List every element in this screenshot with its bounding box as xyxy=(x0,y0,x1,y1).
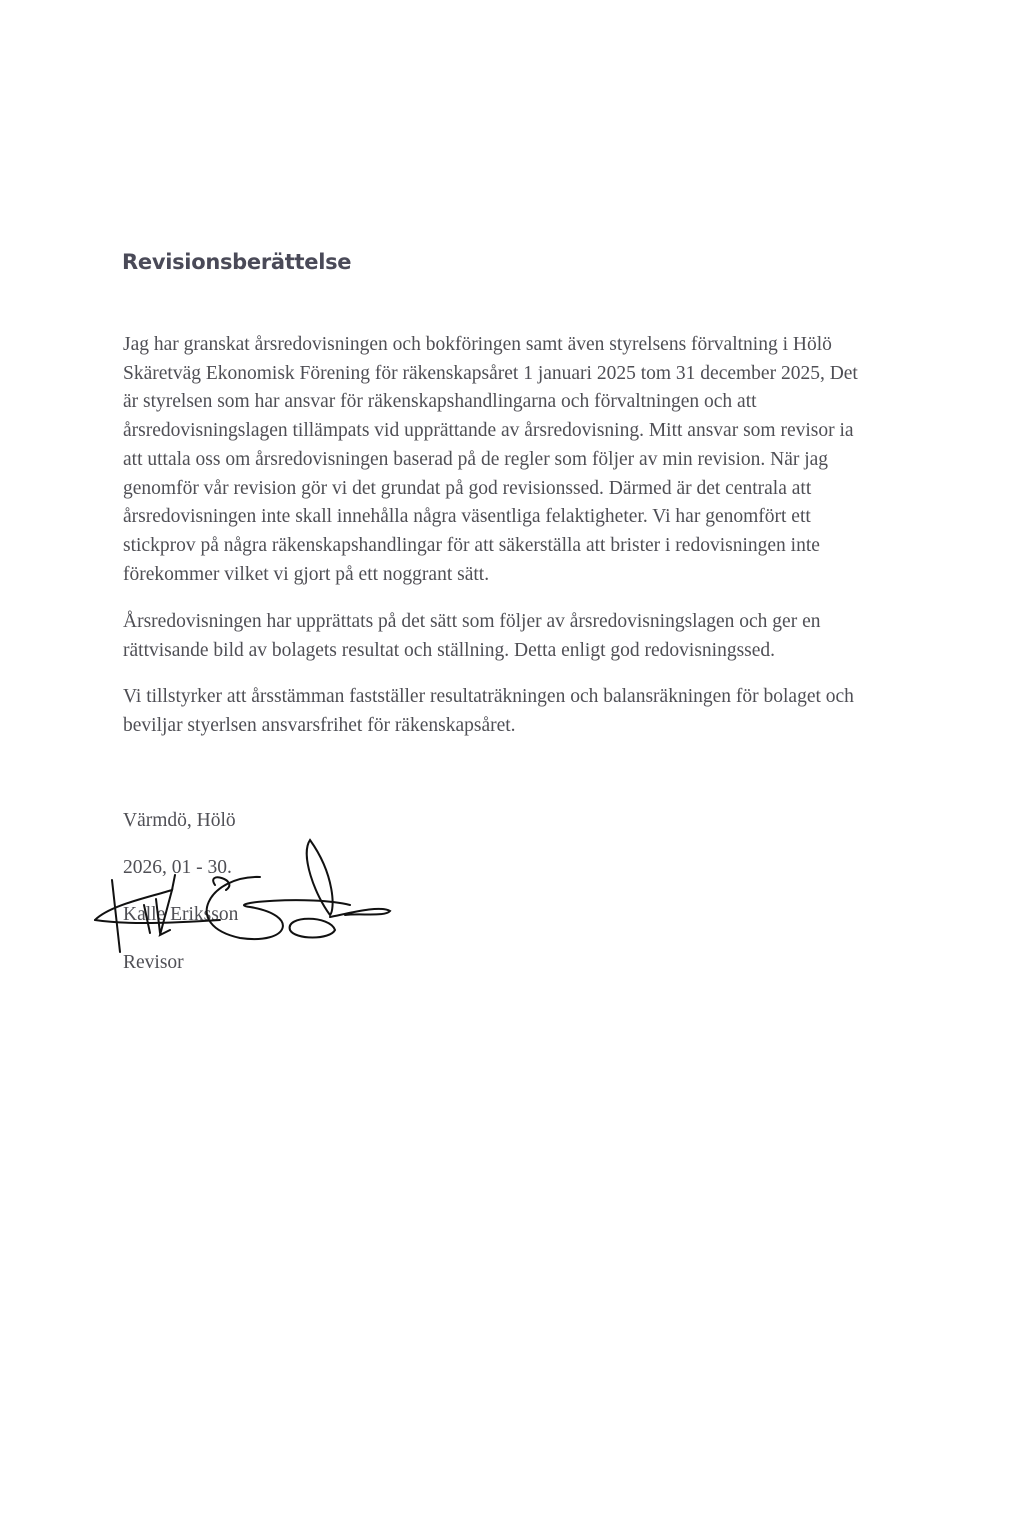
signer-role: Revisor xyxy=(123,952,184,973)
place: Värmdö, Hölö xyxy=(123,810,236,831)
text-line: stickprov på några räkenskapshandlingar för att säkerställa att brister i redovisningen inte xyxy=(123,534,820,556)
handwritten-signature xyxy=(90,835,400,955)
signer-name: Kalle Eriksson xyxy=(123,904,239,925)
text-line: förekommer vilket vi gjort på ett noggrant sätt. xyxy=(123,563,490,585)
paragraph-3 xyxy=(123,683,854,740)
text-line: Skäretväg Ekonomisk Förening för räkenskapsåret 1 januari 2025 tom 31 december 2025, Det xyxy=(123,362,858,384)
text-line: att uttala oss om årsredovisningen baserad på de regler som följer av min revision. När jag xyxy=(123,448,829,470)
text-line: rättvisande bild av bolagets resultat och ställning. Detta enligt god redovisningssed. xyxy=(123,639,776,661)
text-line: är styrelsen som har ansvar för räkenskapshandlingarna och förvaltningen och att xyxy=(123,391,757,413)
text-line: årsredovisningen inte skall innehålla några väsentliga felaktigheter. Vi har genomfört ett xyxy=(123,506,811,528)
text-line: Jag har granskat årsredovisningen och bokföringen samt även styrelsens förvaltning i Hölö xyxy=(123,334,832,355)
text-line: beviljar styerlsen ansvarsfrihet för räkenskapsåret. xyxy=(123,714,516,736)
text-line: Vi tillstyrker att årsstämman fastställer resultaträkningen och balansräkningen för bolaget och xyxy=(123,686,854,707)
text-line: årsredovisningslagen tillämpats vid upprättande av årsredovisning. Mitt ansvar som revisor ia xyxy=(123,420,854,442)
paragraph-1 xyxy=(123,331,858,589)
document-title: Revisionsberättelse xyxy=(122,250,352,274)
date: 2026, 01 - 30. xyxy=(123,857,232,878)
text-line: Årsredovisningen har upprättats på det sätt som följer av årsredovisningslagen och ger en xyxy=(123,611,821,632)
paragraph-2 xyxy=(123,608,820,665)
text-line: genomför vår revision gör vi det grundat på god revisionssed. Därmed är det centrala att xyxy=(123,477,812,499)
